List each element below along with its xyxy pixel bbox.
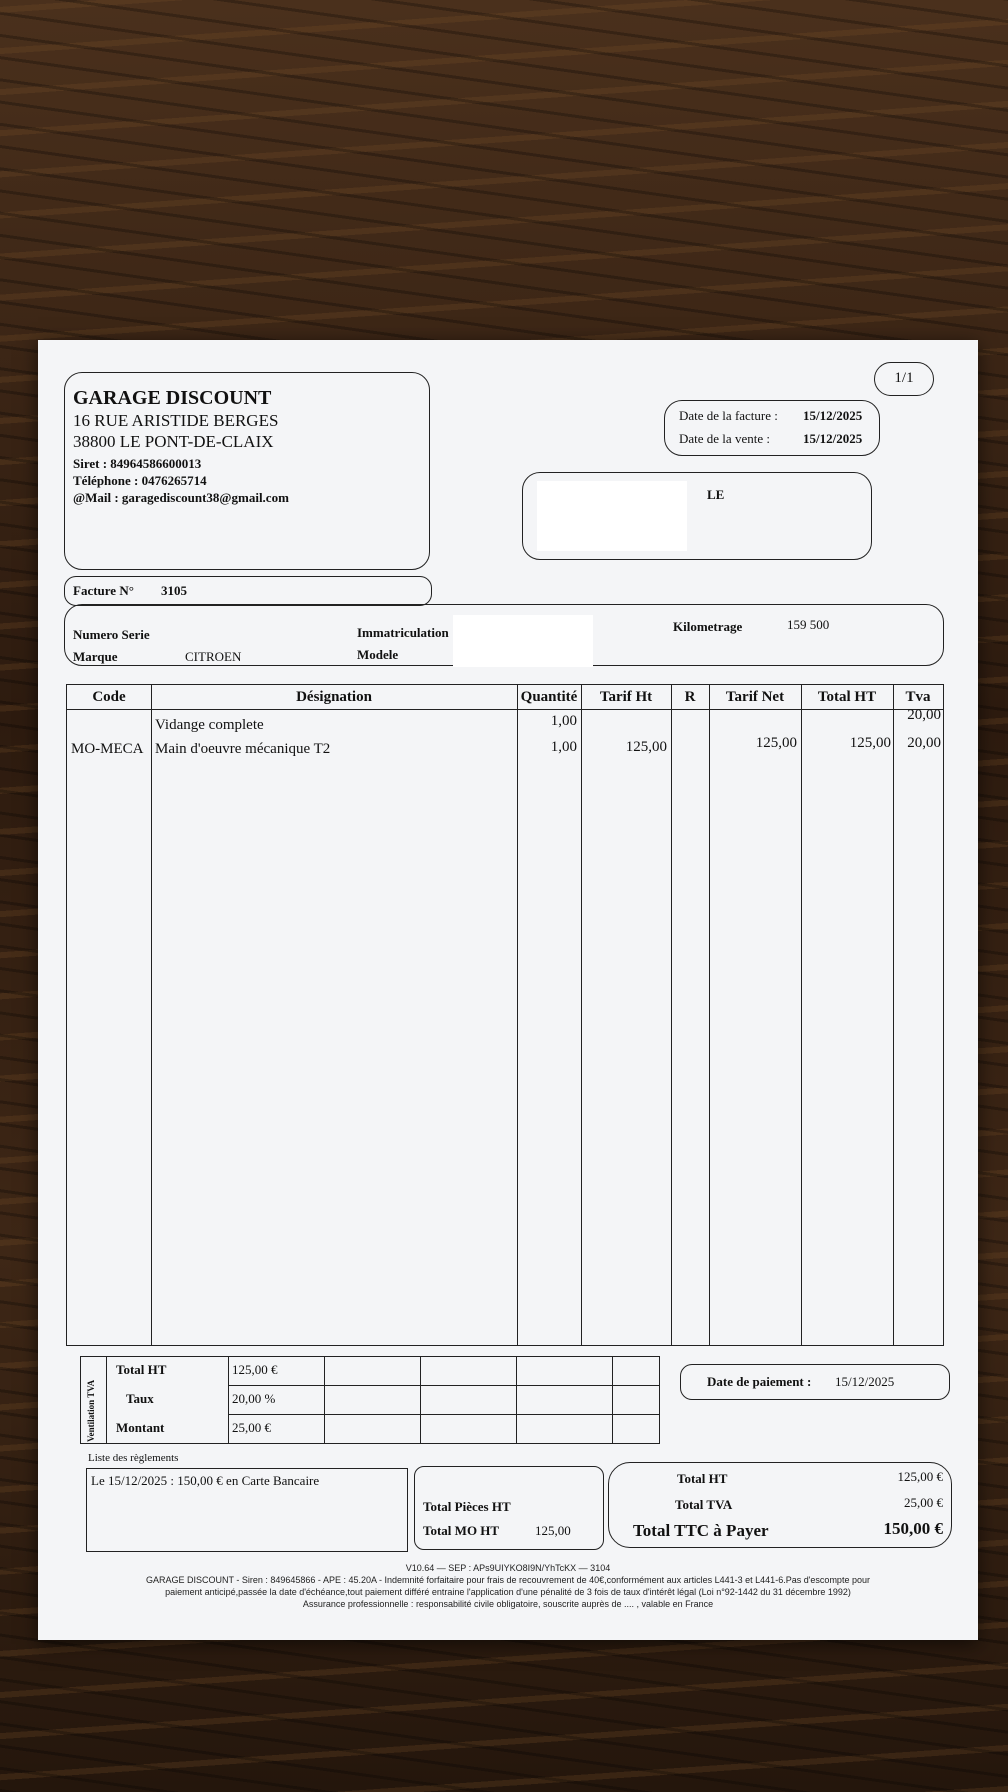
dates-block — [664, 400, 880, 456]
col-header-code: Code — [92, 689, 126, 705]
col-header-tva: Tva — [905, 689, 931, 705]
cell-quantity: 1,00 — [550, 739, 577, 755]
vat-breakdown — [80, 1356, 660, 1444]
cell-tva: 20,00 — [907, 735, 941, 751]
invoice-number-box — [64, 576, 432, 606]
company-street: 16 RUE ARISTIDE BERGES — [73, 411, 279, 430]
payment-entry: Le 15/12/2025 : 150,00 € en Carte Bancaire — [91, 1473, 320, 1488]
cell-designation: Vidange complete — [155, 717, 264, 733]
company-block — [64, 372, 430, 570]
col-header-quantity: Quantité — [520, 689, 578, 705]
payment-date-label: Date de paiement : — [707, 1374, 812, 1389]
page-number-box — [874, 362, 934, 396]
registration-label: Immatriculation — [357, 625, 449, 640]
mileage-label: Kilometrage — [673, 619, 743, 634]
footer-line-2: GARAGE DISCOUNT - Siren : 849645866 - APE : 45.20A - Indemnité forfaitaire pour frais de recouvrement de 40€,conformément aux articles L441-3 et L441-6.Pas d'escompte pour — [146, 1575, 870, 1585]
cell-tva: 20,00 — [907, 707, 941, 723]
redaction — [537, 481, 687, 551]
invoice-date-value: 15/12/2025 — [803, 408, 863, 423]
cell-code: MO-MECA — [71, 741, 144, 757]
company-siret: Siret : 84964586600013 — [73, 456, 202, 471]
subtotals-box — [414, 1466, 604, 1550]
total-tva-label: Total TVA — [675, 1497, 733, 1512]
labor-total-label: Total MO HT — [423, 1523, 500, 1538]
client-block — [522, 472, 872, 560]
company-name: GARAGE DISCOUNT — [73, 387, 272, 409]
cell-tarif-net: 125,00 — [755, 735, 797, 751]
invoice-date-label: Date de la facture : — [679, 408, 778, 423]
cell-tarif-ht: 125,00 — [625, 739, 667, 755]
payments-list — [86, 1468, 408, 1552]
client-text: LE — [707, 487, 725, 502]
vehicle-block — [64, 604, 944, 666]
serial-label: Numero Serie — [73, 627, 150, 642]
vat-rate-value: 20,00 % — [232, 1391, 276, 1406]
vat-side-label: Ventilation TVA — [86, 1379, 96, 1442]
redaction — [453, 615, 593, 667]
col-header-designation: Désignation — [296, 689, 372, 705]
total-ttc-value: 150,00 € — [883, 1519, 943, 1538]
payments-list-label: Liste des règlements — [88, 1452, 179, 1464]
col-header-total-ht: Total HT — [817, 689, 877, 705]
col-header-tarif-ht: Tarif Ht — [599, 689, 653, 705]
page-number: 1/1 — [894, 370, 914, 386]
company-phone: Téléphone : 0476265714 — [73, 473, 207, 488]
total-ht-label: Total HT — [677, 1471, 728, 1486]
sale-date-value: 15/12/2025 — [803, 431, 863, 446]
cell-total-ht: 125,00 — [849, 735, 891, 751]
items-table — [66, 684, 944, 1346]
invoice-number-label: Facture N° — [73, 583, 134, 598]
model-label: Modele — [357, 647, 399, 662]
vat-total-ht-label: Total HT — [116, 1362, 167, 1377]
totals-box — [608, 1462, 952, 1548]
cell-quantity: 1,00 — [550, 713, 577, 729]
vat-total-ht-value: 125,00 € — [232, 1362, 278, 1377]
invoice-page — [38, 340, 978, 1640]
total-tva-value: 25,00 € — [904, 1495, 943, 1510]
brand-value: CITROEN — [185, 649, 242, 664]
company-city: 38800 LE PONT-DE-CLAIX — [73, 432, 274, 451]
company-email: @Mail : garagediscount38@gmail.com — [73, 490, 289, 505]
invoice-number: 3105 — [161, 583, 187, 598]
brand-label: Marque — [73, 649, 118, 664]
labor-total-value: 125,00 — [535, 1523, 571, 1538]
footer-line-1: V10.64 — SEP : APs9UIYKO8I9N/YhTcKX — 3104 — [405, 1563, 611, 1573]
total-ttc-label: Total TTC à Payer — [633, 1521, 769, 1540]
footer-line-3: paiement anticipé,passée la date d'échéance,tout paiement différé entraine l'application d'une pénalité de 3 fois de taux d'intérêt légal (Loi n°92-1442 du 31 décembre 1992) — [165, 1587, 851, 1597]
parts-total-label: Total Pièces HT — [423, 1499, 511, 1514]
col-header-tarif-net: Tarif Net — [725, 689, 785, 705]
payment-date-box — [680, 1364, 950, 1400]
total-ht-value: 125,00 € — [897, 1469, 943, 1484]
vat-amount-value: 25,00 € — [232, 1420, 271, 1435]
mileage-value: 159 500 — [787, 617, 830, 632]
vat-rate-label: Taux — [126, 1391, 154, 1406]
footer-line-4: Assurance professionnelle : responsabilité civile obligatoire, souscrite auprès de .... , valable en France — [302, 1599, 714, 1609]
vat-amount-label: Montant — [116, 1420, 165, 1435]
col-header-r: R — [684, 689, 696, 705]
payment-date-value: 15/12/2025 — [835, 1374, 895, 1389]
cell-designation: Main d'oeuvre mécanique T2 — [155, 741, 331, 757]
sale-date-label: Date de la vente : — [679, 431, 770, 446]
